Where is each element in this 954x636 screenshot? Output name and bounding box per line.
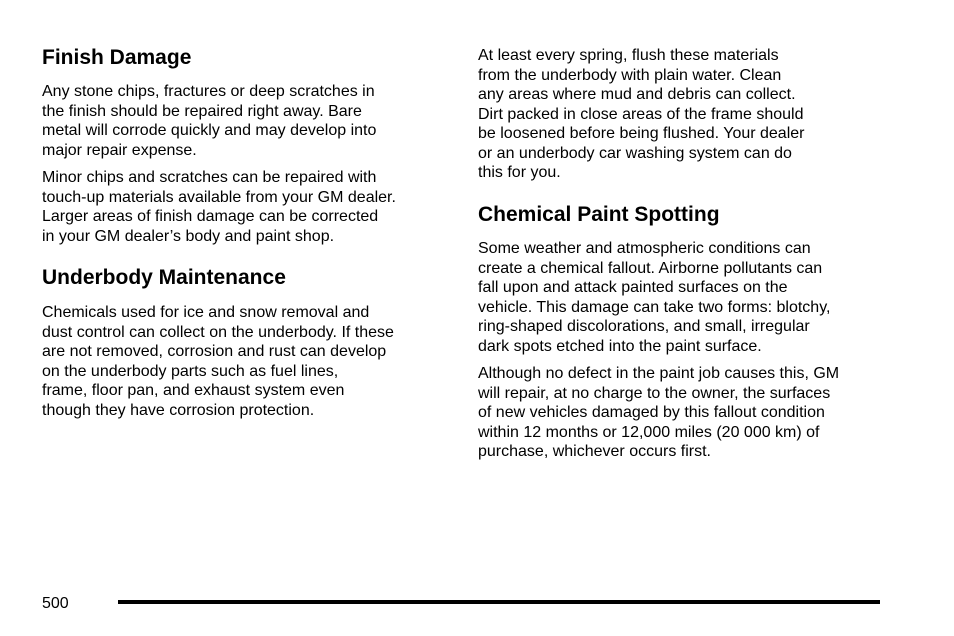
paragraph-underbody-maintenance-1: Chemicals used for ice and snow removal and dust control can collect on the underbody. If these are not removed, corrosion and rust can develop on the underbody parts such as fuel lines, frame, floor pan, and exhaust system even though they have corrosion protection. — [42, 304, 394, 419]
page-number: 500 — [42, 595, 69, 612]
paragraph-finish-damage-1: Any stone chips, fractures or deep scratches in the finish should be repaired right away. Bare metal will corrode quickly and may develop into major repair expense. — [42, 83, 377, 159]
paragraph-finish-damage-2: Minor chips and scratches can be repaired with touch-up materials available from your GM dealer. Larger areas of finish damage can be corrected in your GM dealer’s body and paint shop. — [42, 169, 396, 245]
paragraph-chemical-paint-spotting-2: Although no defect in the paint job causes this, GM will repair, at no charge to the owner, the surfaces of new vehicles damaged by this fallout condition within 12 months or 12,000 miles (20 000 km) of purchase, whichever occurs first. — [478, 365, 840, 460]
heading-chemical-paint-spotting: Chemical Paint Spotting — [478, 203, 720, 226]
paragraph-chemical-paint-spotting-1: Some weather and atmospheric conditions can create a chemical fallout. Airborne pollutants can fall upon and attack painted surfaces on the vehicle. This damage can take two forms: blotchy, ring-shaped discolorations, and small, irregular dark spots etched into the paint surface. — [478, 240, 831, 355]
paragraph-underbody-continued: At least every spring, flush these materials from the underbody with plain water. Clean any areas where mud and debris can collect. Dirt packed in close areas of the frame should be loosened before being flushed. Your dealer or an underbody car washing system can do this for you. — [478, 47, 805, 181]
heading-finish-damage: Finish Damage — [42, 46, 192, 69]
footer-rule — [118, 600, 880, 604]
heading-underbody-maintenance: Underbody Maintenance — [42, 266, 286, 289]
